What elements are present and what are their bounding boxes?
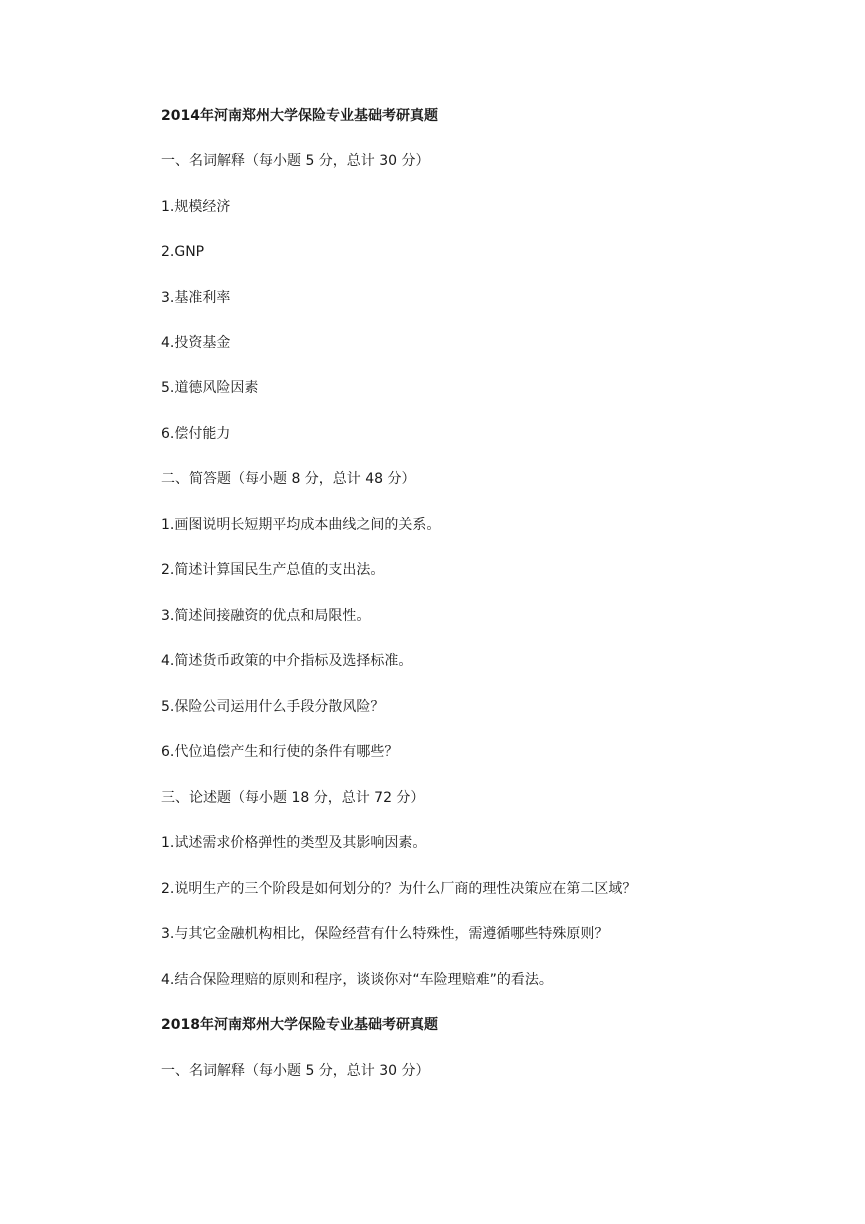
list-item: 6.代位追偿产生和行使的条件有哪些？ (161, 744, 399, 760)
title-2014: 2014年河南郑州大学保险专业基础考研真题 (161, 108, 438, 124)
list-item: 4.结合保险理赔的原则和程序，谈谈你对“车险理赔难”的看法。 (161, 972, 553, 988)
list-item: 6.偿付能力 (161, 426, 231, 442)
section-heading: 一、名词解释（每小题 5 分，总计 30 分） (161, 1063, 430, 1079)
list-item: 4.简述货币政策的中介指标及选择标准。 (161, 653, 413, 669)
list-item: 3.基准利率 (161, 290, 231, 306)
list-item: 2.说明生产的三个阶段是如何划分的？为什么厂商的理性决策应在第二区域？ (161, 881, 637, 897)
list-item: 4.投资基金 (161, 335, 231, 351)
list-item: 2.GNP (161, 244, 205, 260)
list-item: 2.简述计算国民生产总值的支出法。 (161, 562, 385, 578)
section-heading: 二、简答题（每小题 8 分，总计 48 分） (161, 471, 416, 487)
title-2018: 2018年河南郑州大学保险专业基础考研真题 (161, 1017, 438, 1033)
list-item: 1.试述需求价格弹性的类型及其影响因素。 (161, 835, 427, 851)
list-item: 3.与其它金融机构相比，保险经营有什么特殊性，需遵循哪些特殊原则？ (161, 926, 609, 942)
list-item: 3.简述间接融资的优点和局限性。 (161, 608, 371, 624)
list-item: 5.道德风险因素 (161, 380, 259, 396)
section-heading: 一、名词解释（每小题 5 分，总计 30 分） (161, 153, 430, 169)
list-item: 1.画图说明长短期平均成本曲线之间的关系。 (161, 517, 441, 533)
list-item: 1.规模经济 (161, 199, 231, 215)
section-heading: 三、论述题（每小题 18 分，总计 72 分） (161, 790, 425, 806)
list-item: 5.保险公司运用什么手段分散风险？ (161, 699, 385, 715)
